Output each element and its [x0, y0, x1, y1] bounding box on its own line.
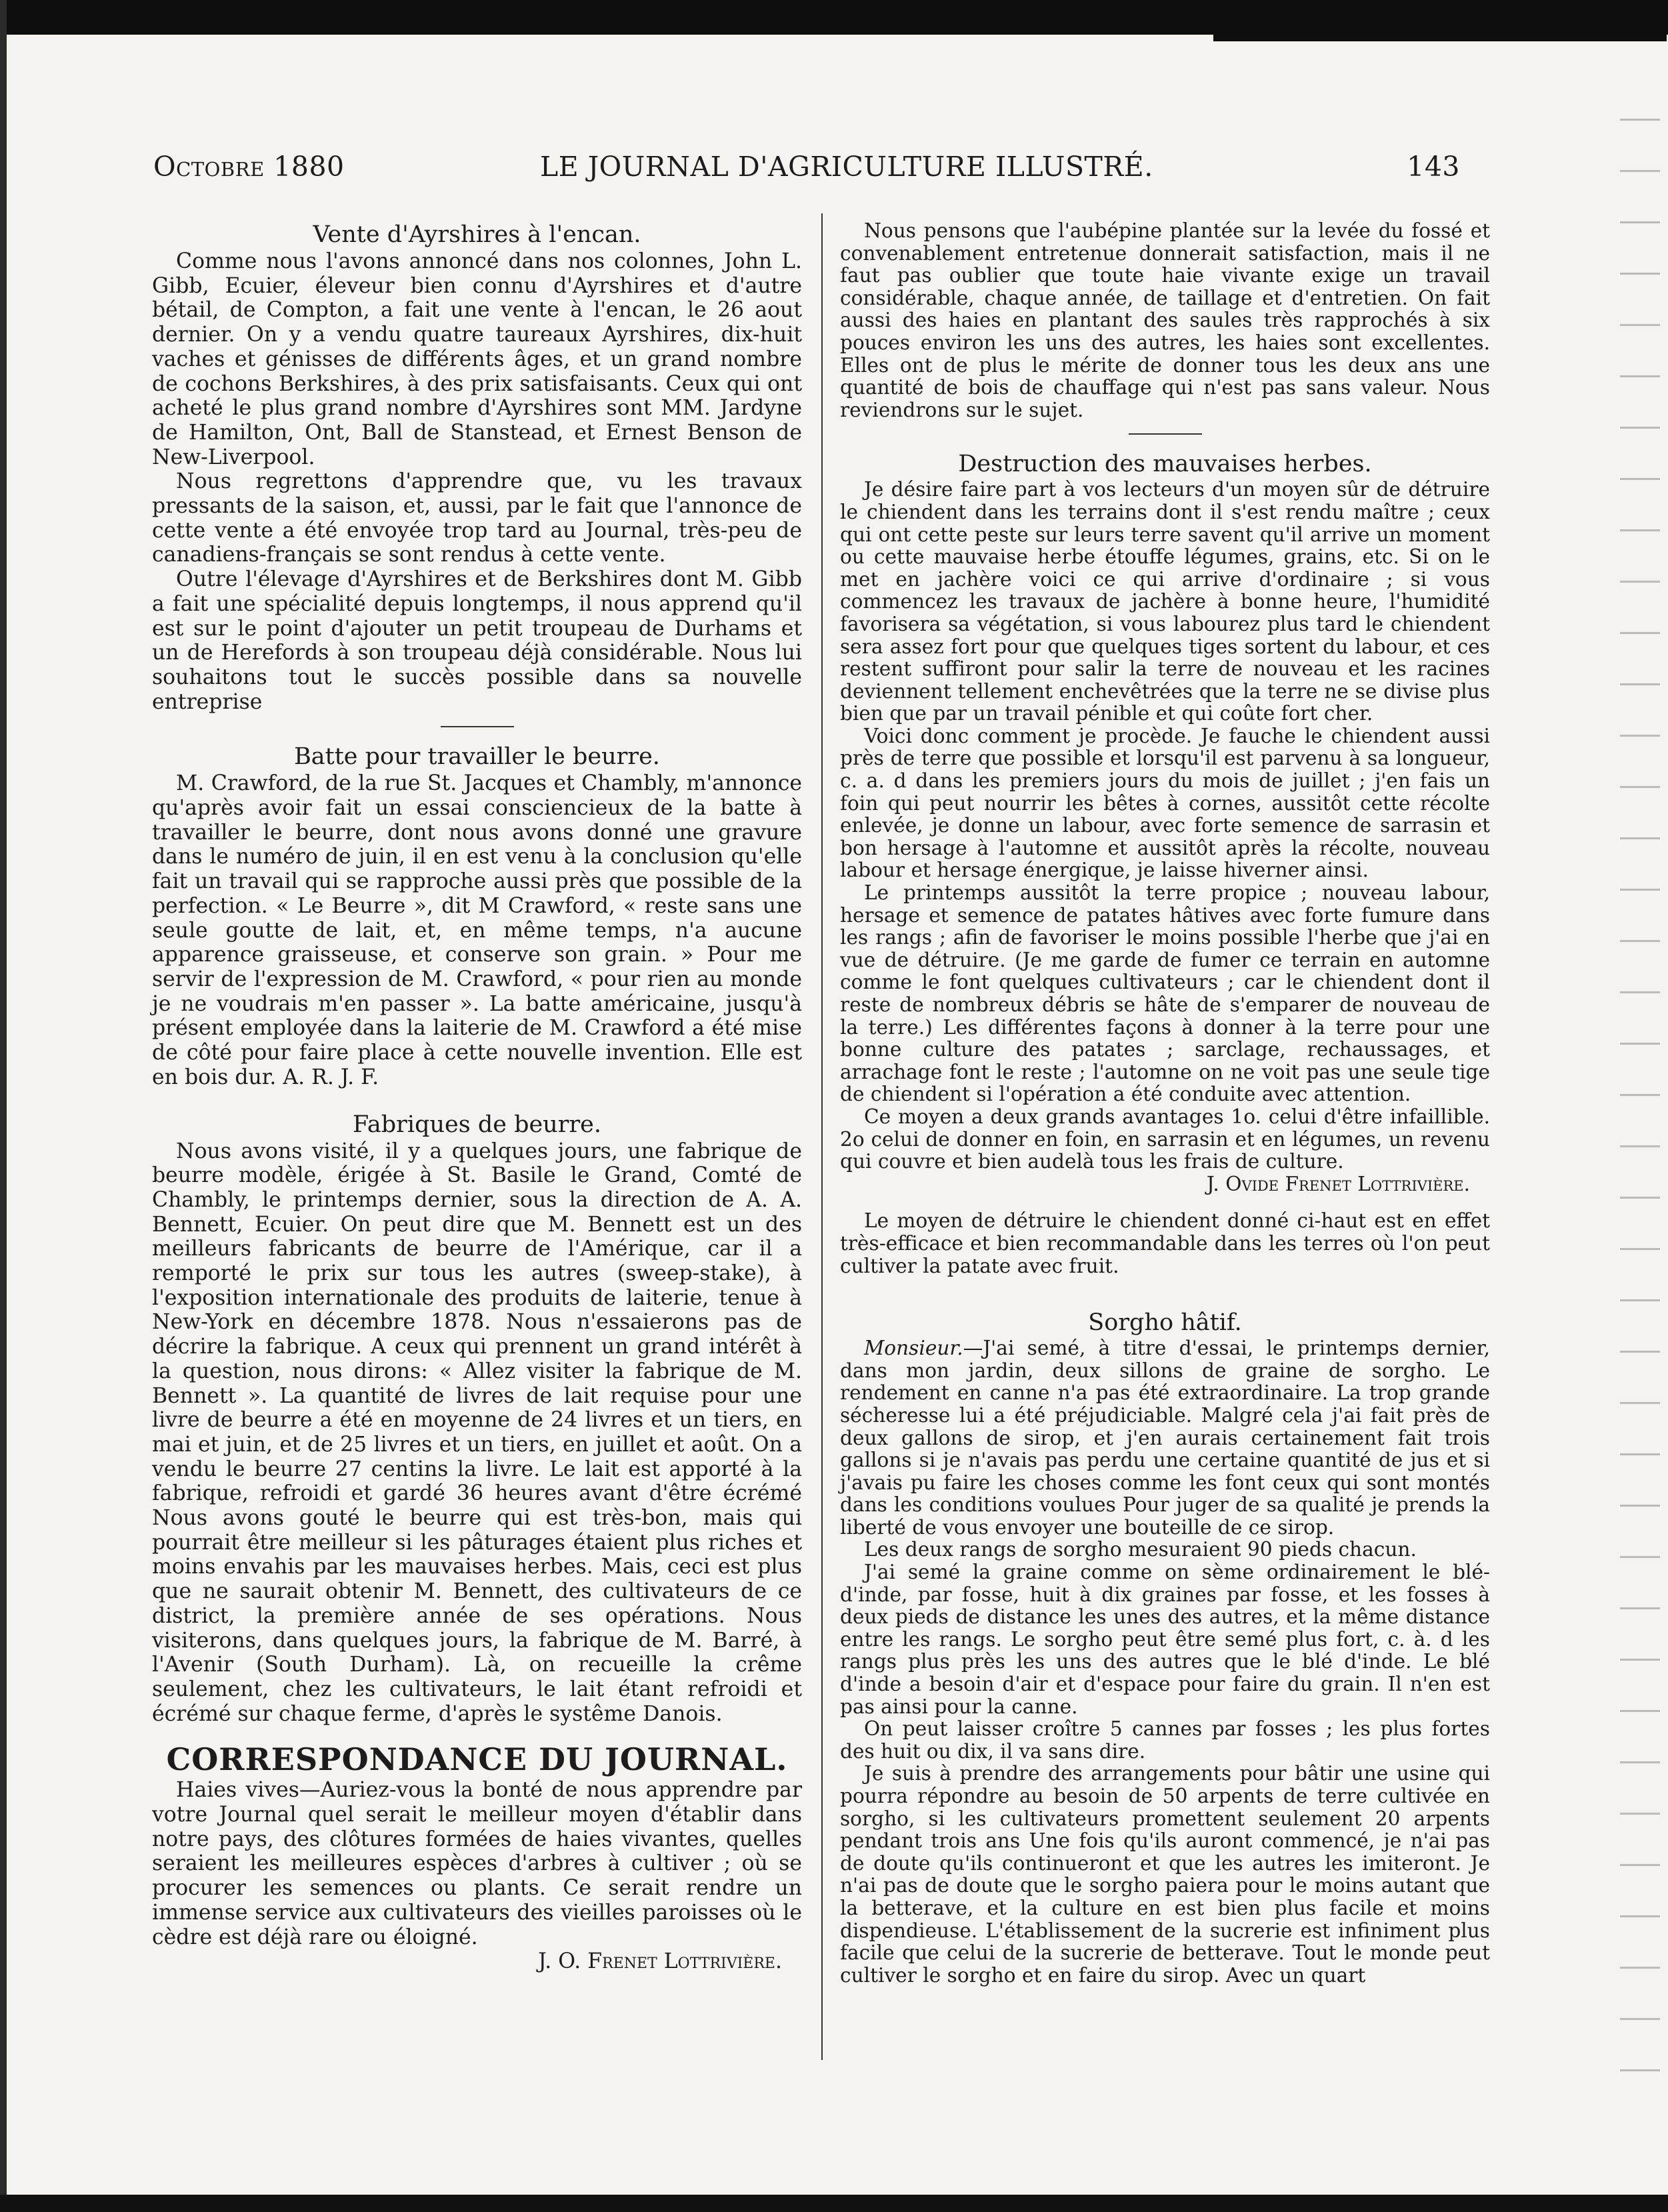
paragraph: Outre l'élevage d'Ayrshires et de Berkshires dont M. Gibb a fait une spécialité depuis longtemps, il nous apprend qu'il est sur le point d'ajouter un petit troupeau de Durhams et un de Herefords à son troupeau déjà considérable. Nous lui souhaitons tout le succès possible dans sa nouvelle entreprise	[152, 567, 802, 714]
lead-in: Haies vives	[176, 1778, 299, 1803]
paragraph: Les deux rangs de sorgho mesuraient 90 pieds chacun.	[864, 1538, 1417, 1561]
paragraph	[840, 1337, 1490, 1539]
article-title-destruction-herbes: Destruction des mauvaises herbes.	[958, 451, 1372, 478]
journal-title: LE JOURNAL D'AGRICULTURE ILLUSTRÉ.	[540, 151, 1153, 183]
paragraph: Nous pensons que l'aubépine plantée sur la levée du fossé et convenablement entretenue donnerait satisfaction, mais il ne faut pas oublier que toute haie vivante exige un travail considérable, chaque année, de taillage et d'entretien. On fait aussi des haies en plantant des saules très rapprochés à six pouces environ les uns des autres, les haies sont excellentes. Elles ont de plus le mérite de donner tous les deux ans une quantité de bois de chauffage qui n'est pas sans valeur. Nous reviendrons sur le sujet.	[840, 219, 1490, 421]
header-date	[153, 151, 345, 183]
top-black-border	[0, 0, 1668, 35]
paragraph: Le moyen de détruire le chiendent donné ci-haut est en effet très-efficace et bien recommandable dans les terres où l'on peut cultiver la patate avec fruit.	[840, 1209, 1490, 1277]
spacer	[152, 1726, 802, 1741]
paragraph: Voici donc comment je procède. Je fauche le chiendent aussi près de terre que possible et lorsqu'il est parvenu à sa longueur, c. a. d dans les premiers jours du mois de juillet ; j'en fais un foin qui peut nourrir les bêtes à cornes, aussitôt cette récolte enlevée, je donne un labour, avec forte semence de sarrasin et bon hersage à l'automne et aussitôt après la récolte, nouveau labour et hersage énergique, je laisse hiverner ainsi.	[840, 724, 1490, 882]
signature: J. O. Frenet Lottrivière.	[538, 1949, 782, 1974]
spacer	[152, 1090, 802, 1110]
left-page-edge	[0, 0, 7, 2212]
paragraph: Nous avons visité, il y a quelques jours, une fabrique de beurre modèle, érigée à St. Basile le Grand, Comté de Chambly, le printemps dernier, sous la direction de A. A. Bennett, Ecuier. On peut dire que M. Bennett est un des meilleurs fabricants de beurre de l'Amérique, car il a remporté le prix sur tous les autres (sweep-stake), à l'exposition internationale des produits de laiterie, tenue à New-York en décembre 1878. Nous n'essaierons pas de décrire la fabrique. A ceux qui prennent un grand intérêt à la question, nous dirons: « Allez visiter la fabrique de M. Bennett ». La quantité de livres de lait requise pour une livre de beurre a été en moyenne de 24 livres et un tiers, en mai et juin, et de 25 livres et un tiers, en juillet et août. On a vendu le beurre 27 centins la livre. Le lait est apporté à la fabrique, refroidi et gardé 36 heures avant d'être écrémé Nous avons gouté le beurre qui est très-bon, mais qui pourrait être meilleur si les pâturages étaient plus riches et moins envahis par les mauvaises herbes. Mais, ceci est plus que ne saurait obtenir M. Bennett, des cultivateurs de ce district, la première année de ses opérations. Nous visiterons, dans quelques jours, la fabrique de M. Barré, à l'Avenir (South Durham). Là, on recueille la crême seulement, chez les cultivateurs, le lait étant refroidi et écrémé sur chaque ferme, d'après le systême Danois.	[152, 1139, 802, 1726]
paragraph: Nous regrettons d'apprendre que, vu les travaux pressants de la saison, et, aussi, par le fait que l'annonce de cette vente a été envoyée trop tard au Journal, très-peu de canadiens-français se sont rendus à cette vente.	[152, 469, 802, 567]
paragraph: Comme nous l'avons annoncé dans nos colonnes, John L. Gibb, Ecuier, éleveur bien connu d'Ayrshires et d'autre bétail, de Compton, a fait une vente à l'encan, le 26 aout dernier. On y a vendu quatre taureaux Ayrshires, dix-huit vaches et génisses de différents âges, et un grand nombre de cochons Berkshires, à des prix satisfaisants. Ceux qui ont acheté le plus grand nombre d'Ayrshires sont MM. Jardyne de Hamilton, Ont, Ball de Stanstead, et Ernest Benson de New-Liverpool.	[152, 249, 802, 469]
bottom-black-border	[0, 2195, 1668, 2212]
column-rule	[821, 213, 823, 2060]
top-border-notch	[1213, 35, 1667, 41]
paragraph: Ce moyen a deux grands avantages 1o. celui d'être infaillible. 2o celui de donner en foin, en sarrasin et en légumes, un revenu qui couvre et bien audelà tous les frais de culture.	[840, 1105, 1490, 1173]
paragraph: M. Crawford, de la rue St. Jacques et Chambly, m'annonce qu'après avoir fait un essai consciencieux de la batte à travailler le beurre, dont nous avons donné une gravure dans le numéro de juin, il en est venu à la conclusion qu'elle fait un travail qui se rapproche aussi près que possible de la perfection. « Le Beurre », dit M Crawford, « reste sans une seule goutte de lait, et, en même temps, n'a aucune apparence graisseuse, et conserve son grain. » Pour me servir de l'expression de M. Crawford, « pour rien au monde je ne voudrais m'en passer ». La batte américaine, jusqu'à présent employée dans la laiterie de M. Crawford a été mise de côté pour faire place à cette nouvelle invention. Elle est en bois dur. A. R. J. F.	[152, 771, 802, 1089]
page-number: 143	[1407, 151, 1460, 183]
section-title-correspondance: CORRESPONDANCE DU JOURNAL.	[166, 1741, 788, 1778]
section-divider	[441, 726, 514, 727]
article-title-vente-ayrshires: Vente d'Ayrshires à l'encan.	[313, 221, 641, 248]
spacer	[840, 1277, 1490, 1308]
paragraph-text: —Auriez-vous la bonté de nous apprendre par votre Journal quel serait le meilleur moyen d'établir dans notre pays, des clôtures formées de haies vivantes, quelles seraient les meilleures espèces d'arbres à cultiver ; où se procurer les semences ou plants. Ce serait rendre un immense service aux cultivateurs des vieilles paroisses où le cèdre est déjà rare ou éloigné.	[152, 1778, 802, 1949]
paragraph: Le printemps aussitôt la terre propice ; nouveau labour, hersage et semence de patates hâtives avec forte fumure dans les rangs ; afin de favoriser le moins possible l'herbe que j'ai en vue de détruire. (Je me garde de fumer ce terrain en automne comme le font quelques cultivateurs ; car le chiendent dont il reste de nombreux débris se hâte de s'emparer de nouveau de la terre.) Les différentes façons à donner à la terre pour une bonne culture des patates ; sarclage, rechaussages, et arrachage font le reste ; l'automne on ne voit pas une seule tige de chiendent si l'opération a été conduite avec attention.	[840, 881, 1490, 1106]
signature: J. Ovide Frenet Lottrivière.	[1206, 1172, 1470, 1195]
header-month: Octobre	[153, 151, 265, 183]
paragraph: Je suis à prendre des arrangements pour bâtir une usine qui pourra répondre au besoin de 50 arpents de terre cultivée en sorgho, si les cultivateurs promettent seulement 20 arpents pendant trois ans Une fois qu'ils auront commencé, je n'ai pas de doute qu'ils continueront et que les autres les imiteront. Je n'ai pas de doute que le sorgho paiera pour le moins autant que la betterave, et la culture en est bien plus facile et moins dispendieuse. L'établissement de la sucrerie est infiniment plus facile que celui de la sucrerie de betterave. Tout le monde peut cultiver le sorgho et en faire du sirop. Avec un quart	[840, 1762, 1490, 1987]
article-title-batte-beurre: Batte pour travailler le beurre.	[294, 743, 660, 771]
paragraph: Je désire faire part à vos lecteurs d'un moyen sûr de détruire le chiendent dans les terrains dont il s'est rendu maître ; ceux qui ont cette peste sur leurs terre savent qu'il arrive un moment ou cette mauvaise herbe étouffe légumes, grains, etc. Si on le met en jachère voici ce qui arrive d'ordinaire ; si vous commencez les travaux de jachère à bonne heure, l'humidité favorisera sa végétation, si vous labourez plus tard le chiendent sera assez fort pour que quelques tiges sortent du labour, et ces restent suffiront pour salir la terre de nouveau et les racines deviennent tellement enchevêtrées que la terre ne se divise plus bien que par un travail pénible et qui coûte fort cher.	[840, 478, 1490, 725]
section-divider	[1129, 433, 1202, 435]
spacer	[840, 1195, 1490, 1210]
article-title-fabriques-beurre: Fabriques de beurre.	[352, 1111, 602, 1138]
binding-edge-specks	[1620, 93, 1660, 2093]
article-title-sorgho: Sorgho hâtif.	[1088, 1309, 1242, 1337]
paragraph	[152, 1778, 802, 1949]
paragraph: On peut laisser croître 5 cannes par fosses ; les plus fortes des huit ou dix, il va sans dire.	[840, 1717, 1490, 1763]
header-year: 1880	[273, 151, 345, 183]
paragraph: J'ai semé la graine comme on sème ordinairement le blé-d'inde, par fosse, huit à dix graines par fosse, et les fosses à deux pieds de distance les unes des autres, et la même distance entre les rangs. Le sorgho peut être semé plus fort, c. à. d les rangs plus près les uns des autres que le blé d'inde. Le blé d'inde a besoin d'air et d'espace pour faire du grain. Il n'en est pas ainsi pour la canne.	[840, 1561, 1490, 1718]
left-column	[152, 220, 802, 1974]
running-header	[153, 151, 1460, 184]
lead-in: Monsieur.	[864, 1337, 963, 1360]
right-column	[840, 220, 1490, 1987]
paragraph-text: —J'ai semé, à titre d'essai, le printemps dernier, dans mon jardin, deux sillons de graine de sorgho. Le rendement en canne n'a pas été extraordinaire. La trop grande sécheresse lui a été préjudiciable. Malgré cela j'ai fait près de deux gallons de sirop, et j'en aurais certainement fait trois gallons si je n'avais pas perdu une certaine quantité de jus et si j'avais pu faire les choses comme les font ceux qui sont montés dans les conditions voulues Pour juger de sa qualité je prends la liberté de vous envoyer une bouteille de ce sirop.	[840, 1337, 1490, 1539]
